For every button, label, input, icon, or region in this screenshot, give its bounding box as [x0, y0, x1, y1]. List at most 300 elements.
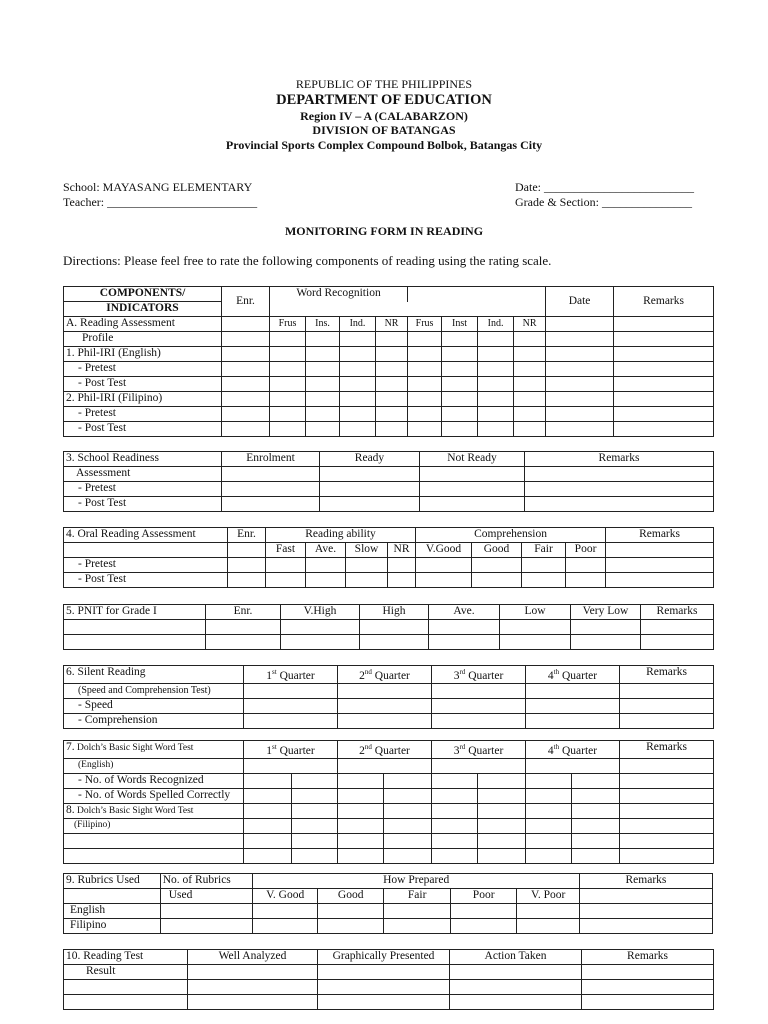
blank-cell: [206, 620, 281, 635]
blank-cell: [244, 803, 292, 818]
blank-cell: [526, 818, 572, 833]
blank-cell: [376, 392, 408, 407]
blank-cell: [478, 773, 526, 788]
blank-cell: [340, 377, 376, 392]
blank-cell: [606, 543, 714, 558]
sub-nr: NR: [388, 543, 416, 558]
blank-cell: [546, 362, 614, 377]
blank-cell: [222, 407, 270, 422]
blank-cell: [478, 803, 526, 818]
silent-reading-title: 6. Silent Reading: [64, 666, 244, 684]
blank-cell: [546, 377, 614, 392]
blank-cell: [478, 392, 514, 407]
blank-cell: [442, 377, 478, 392]
blank-cell: [360, 620, 429, 635]
date-line: Date: _________________________: [515, 180, 694, 194]
blank-cell: [228, 543, 266, 558]
sub-good: Good: [472, 543, 522, 558]
sub-poor: Poor: [450, 889, 517, 904]
blank-cell: [338, 683, 432, 698]
row-label: - Pretest: [64, 407, 222, 422]
words-recognized-label: - No. of Words Recognized: [64, 773, 244, 788]
how-prepared-header: How Prepared: [253, 874, 579, 889]
blank-cell: [641, 620, 714, 635]
row-label: 1. Phil-IRI (English): [64, 347, 222, 362]
blank-cell: [320, 497, 420, 512]
blank-cell: [517, 919, 579, 934]
blank-cell: [318, 965, 450, 980]
q4-header: 4th Quarter: [526, 666, 620, 684]
blank-cell: [620, 818, 714, 833]
date-header: Date: [546, 287, 614, 317]
blank-cell: [206, 635, 281, 650]
silent-subtitle: (Speed and Comprehension Test): [64, 683, 244, 698]
table-school-readiness: [63, 451, 714, 512]
blank-cell: [606, 558, 714, 573]
blank-cell: [500, 620, 571, 635]
assessment-label: Assessment: [64, 467, 222, 482]
blank-cell: [582, 995, 714, 1010]
blank-cell: [514, 422, 546, 437]
blank-cell: [244, 698, 338, 713]
blank-cell: [566, 573, 606, 588]
blank-cell: [346, 558, 388, 573]
blank-cell: [478, 818, 526, 833]
q2-header: 2nd Quarter: [338, 666, 432, 684]
blank-cell: [432, 818, 478, 833]
row-label: Profile: [64, 332, 222, 347]
blank-cell: [222, 422, 270, 437]
enr-header: Enr.: [206, 605, 281, 620]
table-reading-test-result: [63, 949, 714, 1010]
sub-vpoor: V. Poor: [517, 889, 579, 904]
blank-cell: [582, 965, 714, 980]
remarks-header: Remarks: [614, 287, 714, 317]
blank-cell: [306, 332, 340, 347]
blank-cell: [292, 773, 338, 788]
pnit-title: 5. PNIT for Grade I: [64, 605, 206, 620]
blank-cell: [222, 377, 270, 392]
blank-cell: [432, 698, 526, 713]
sub-good: Good: [317, 889, 384, 904]
blank-cell: [525, 497, 714, 512]
blank-cell: [292, 788, 338, 803]
directions: Directions: Please feel free to rate the following components of reading using the rating scale.: [63, 253, 552, 268]
row-label: 2. Phil-IRI (Filipino): [64, 392, 222, 407]
blank-cell: [340, 392, 376, 407]
school-readiness-title: 3. School Readiness: [64, 452, 222, 467]
blank-cell: [281, 635, 360, 650]
blank-cell: [222, 347, 270, 362]
blank-cell: [408, 362, 442, 377]
blank-cell: [442, 347, 478, 362]
blank-cell: [450, 995, 582, 1010]
ave-header: Ave.: [429, 605, 500, 620]
blank-cell: [432, 848, 478, 863]
blank-cell: [571, 620, 641, 635]
blank-cell: [384, 919, 451, 934]
blank-cell: [270, 422, 306, 437]
blank-cell: [526, 833, 572, 848]
blank-cell: [244, 713, 338, 728]
blank-cell: [160, 919, 253, 934]
blank-cell: [566, 558, 606, 573]
blank-cell: [514, 347, 546, 362]
blank-cell: [244, 758, 338, 773]
blank-cell: [432, 803, 478, 818]
blank-cell: [408, 377, 442, 392]
row-label: A. Reading Assessment: [64, 317, 222, 332]
blank-cell: [614, 377, 714, 392]
blank-cell: [270, 347, 306, 362]
remarks-header: Remarks: [620, 666, 714, 684]
blank-cell: [572, 788, 620, 803]
speed-label: - Speed: [64, 698, 244, 713]
blank-cell: [320, 482, 420, 497]
blank-cell: [270, 377, 306, 392]
blank-cell: [514, 407, 546, 422]
blank-cell: [478, 332, 514, 347]
blank-cell: [376, 422, 408, 437]
blank-cell: [420, 497, 525, 512]
blank-cell: [546, 317, 614, 332]
blank-cell: [525, 482, 714, 497]
blank-cell: [292, 818, 338, 833]
word-recognition-2-header: [408, 287, 546, 302]
blank-cell: [620, 758, 714, 773]
blank-cell: [429, 620, 500, 635]
blank-cell: [281, 620, 360, 635]
grade-section-line: Grade & Section: _______________: [515, 195, 692, 209]
blank-cell: [614, 332, 714, 347]
blank-cell: [478, 362, 514, 377]
blank-cell: [376, 377, 408, 392]
blank-cell: [338, 803, 384, 818]
blank-cell: [222, 467, 320, 482]
blank-cell: [244, 833, 292, 848]
blank-cell: [338, 788, 384, 803]
blank-cell: [620, 713, 714, 728]
graphically-presented-header: Graphically Presented: [318, 950, 450, 965]
table-rubrics: [63, 873, 713, 934]
blank-cell: [318, 980, 450, 995]
blank-cell: [340, 362, 376, 377]
blank-cell: [416, 573, 472, 588]
blank-cell: [442, 407, 478, 422]
remarks-header: Remarks: [641, 605, 714, 620]
sub-vgood: V.Good: [416, 543, 472, 558]
table-oral-reading: [63, 527, 714, 588]
blank-cell: [571, 635, 641, 650]
enr-header: Enr.: [222, 287, 270, 317]
blank-cell: [606, 573, 714, 588]
blank-cell: [270, 407, 306, 422]
sub-fast: Fast: [266, 543, 306, 558]
table-reading-assessment: [63, 286, 714, 437]
blank-cell: [222, 392, 270, 407]
blank-cell: [546, 332, 614, 347]
blank-cell: [408, 422, 442, 437]
blank-cell: [514, 332, 546, 347]
blank-cell: [338, 698, 432, 713]
enr-header: Enr.: [228, 528, 266, 543]
blank-cell: [614, 392, 714, 407]
q1-header: 1st Quarter: [244, 666, 338, 684]
blank-cell: [388, 573, 416, 588]
blank-cell: [270, 332, 306, 347]
remarks-header: Remarks: [579, 874, 712, 889]
sub-vgood: V. Good: [253, 889, 317, 904]
blank-cell: [526, 758, 620, 773]
q3-header: 3rd Quarter: [432, 666, 526, 684]
remarks-header: Remarks: [620, 741, 714, 759]
result-label: Result: [64, 965, 188, 980]
q4-header: 4th Quarter: [526, 741, 620, 759]
no-rubrics-header: No. of Rubrics: [160, 874, 253, 889]
blank-cell: [338, 773, 384, 788]
words-spelled-label: - No. of Words Spelled Correctly: [64, 788, 244, 803]
blank-cell: [270, 392, 306, 407]
blank-cell: [340, 332, 376, 347]
blank-cell: [450, 904, 517, 919]
blank-cell: [292, 848, 338, 863]
english-label: (English): [64, 758, 244, 773]
blank-cell: [526, 713, 620, 728]
rubrics-title: 9. Rubrics Used: [64, 874, 161, 889]
posttest-label: - Post Test: [64, 573, 228, 588]
blank-cell: [188, 980, 318, 995]
ready-header: Ready: [320, 452, 420, 467]
blank-cell: [64, 833, 244, 848]
blank-cell: [384, 833, 432, 848]
vhigh-header: V.High: [281, 605, 360, 620]
blank-cell: [222, 362, 270, 377]
blank-cell: [306, 558, 346, 573]
header-address: Provincial Sports Complex Compound Bolbok, Batangas City: [225, 138, 543, 152]
blank-cell: [270, 362, 306, 377]
blank-cell: [384, 788, 432, 803]
blank-cell: [517, 904, 579, 919]
blank-cell: [64, 848, 244, 863]
blank-cell: [525, 467, 714, 482]
blank-cell: [222, 497, 320, 512]
remarks-header: Remarks: [525, 452, 714, 467]
blank-cell: [266, 573, 306, 588]
blank-cell: [620, 848, 714, 863]
blank-cell: [244, 773, 292, 788]
blank-cell: [546, 407, 614, 422]
blank-cell: [306, 573, 346, 588]
blank-cell: [306, 362, 340, 377]
blank-cell: [514, 362, 546, 377]
blank-cell: [526, 683, 620, 698]
blank-cell: [442, 332, 478, 347]
q3-header: 3rd Quarter: [432, 741, 526, 759]
reading-ability-header: Reading ability: [266, 528, 416, 543]
english-label: English: [64, 904, 161, 919]
blank-cell: [572, 848, 620, 863]
blank-cell: [244, 848, 292, 863]
q1-header: 1st Quarter: [244, 741, 338, 759]
word-recognition-header: Word Recognition: [270, 287, 408, 302]
blank-cell: [408, 347, 442, 362]
blank-cell: [500, 635, 571, 650]
blank-cell: [64, 995, 188, 1010]
row-label: - Post Test: [64, 377, 222, 392]
blank-cell: [442, 362, 478, 377]
sub-ave: Ave.: [306, 543, 346, 558]
table-silent-reading: [63, 665, 714, 729]
blank-cell: [620, 833, 714, 848]
blank-cell: [620, 803, 714, 818]
blank-cell: [292, 803, 338, 818]
blank-cell: [388, 558, 416, 573]
blank-cell: [572, 833, 620, 848]
blank-cell: [340, 422, 376, 437]
sub-poor: Poor: [566, 543, 606, 558]
spacer-cell: [270, 302, 546, 317]
blank-cell: [432, 773, 478, 788]
blank-cell: [514, 377, 546, 392]
sub-fair: Fair: [384, 889, 451, 904]
blank-cell: [306, 377, 340, 392]
blank-cell: [306, 392, 340, 407]
blank-cell: [338, 848, 384, 863]
blank-cell: [478, 848, 526, 863]
blank-cell: [429, 635, 500, 650]
blank-cell: [416, 558, 472, 573]
blank-cell: [320, 467, 420, 482]
blank-cell: [450, 965, 582, 980]
remarks-header: Remarks: [582, 950, 714, 965]
blank-cell: [222, 317, 270, 332]
sub-ind-2: Ind.: [478, 317, 514, 332]
blank-cell: [253, 919, 317, 934]
blank-cell: [244, 818, 292, 833]
blank-cell: [472, 573, 522, 588]
blank-cell: [384, 818, 432, 833]
blank-cell: [478, 422, 514, 437]
blank-cell: [432, 788, 478, 803]
very-low-header: Very Low: [571, 605, 641, 620]
blank-cell: [526, 698, 620, 713]
blank-cell: [228, 573, 266, 588]
high-header: High: [360, 605, 429, 620]
blank-cell: [384, 904, 451, 919]
school-line: School: MAYASANG ELEMENTARY: [63, 180, 253, 194]
dolch-filipino-title: 8. Dolch’s Basic Sight Word Test: [64, 803, 244, 818]
blank-cell: [376, 407, 408, 422]
sub-ind: Ind.: [340, 317, 376, 332]
sub-slow: Slow: [346, 543, 388, 558]
blank-cell: [376, 362, 408, 377]
row-label: - Post Test: [64, 422, 222, 437]
blank-cell: [546, 422, 614, 437]
sub-frus-2: Frus: [408, 317, 442, 332]
blank-cell: [317, 919, 384, 934]
blank-cell: [450, 919, 517, 934]
blank-cell: [442, 392, 478, 407]
dolch-english-title: 7. Dolch’s Basic Sight Word Test: [64, 741, 244, 759]
blank-cell: [346, 573, 388, 588]
blank-cell: [620, 683, 714, 698]
blank-cell: [306, 347, 340, 362]
blank-cell: [614, 407, 714, 422]
blank-cell: [340, 407, 376, 422]
well-analyzed-header: Well Analyzed: [188, 950, 318, 965]
no-rubrics-used: Used: [160, 889, 253, 904]
sub-fair: Fair: [522, 543, 566, 558]
blank-cell: [64, 635, 206, 650]
blank-cell: [526, 788, 572, 803]
sub-ins: Ins.: [306, 317, 340, 332]
blank-cell: [614, 422, 714, 437]
reading-test-title: 10. Reading Test: [64, 950, 188, 965]
blank-cell: [526, 773, 572, 788]
blank-cell: [546, 392, 614, 407]
indicators-header: INDICATORS: [64, 302, 222, 317]
teacher-line: Teacher: _________________________: [63, 195, 258, 209]
oral-reading-title: 4. Oral Reading Assessment: [64, 528, 228, 543]
blank-cell: [620, 773, 714, 788]
blank-cell: [432, 713, 526, 728]
components-header: COMPONENTS/: [64, 287, 222, 302]
blank-cell: [432, 683, 526, 698]
blank-cell: [641, 635, 714, 650]
blank-cell: [340, 347, 376, 362]
blank-cell: [522, 573, 566, 588]
blank-cell: [338, 713, 432, 728]
blank-cell: [478, 347, 514, 362]
blank-cell: [614, 317, 714, 332]
blank-cell: [222, 332, 270, 347]
blank-cell: [472, 558, 522, 573]
blank-cell: [420, 467, 525, 482]
blank-cell: [228, 558, 266, 573]
blank-cell: [244, 788, 292, 803]
blank-cell: [408, 407, 442, 422]
blank-cell: [432, 758, 526, 773]
comprehension-header: Comprehension: [416, 528, 606, 543]
blank-cell: [318, 995, 450, 1010]
blank-cell: [408, 392, 442, 407]
blank-cell: [253, 904, 317, 919]
blank-cell: [432, 833, 478, 848]
blank-cell: [64, 889, 161, 904]
blank-cell: [384, 803, 432, 818]
table-pnit: [63, 604, 714, 650]
not-ready-header: Not Ready: [420, 452, 525, 467]
blank-cell: [572, 803, 620, 818]
blank-cell: [188, 995, 318, 1010]
blank-cell: [526, 848, 572, 863]
remarks-header: Remarks: [606, 528, 714, 543]
header-republic: REPUBLIC OF THE PHILIPPINES: [295, 77, 473, 91]
blank-cell: [408, 332, 442, 347]
table-dolch: [63, 740, 714, 864]
blank-cell: [450, 980, 582, 995]
blank-cell: [222, 482, 320, 497]
row-label: - Pretest: [64, 362, 222, 377]
blank-cell: [442, 422, 478, 437]
blank-cell: [376, 347, 408, 362]
filipino-label: Filipino: [64, 919, 161, 934]
enrolment-header: Enrolment: [222, 452, 320, 467]
blank-cell: [582, 980, 714, 995]
blank-cell: [620, 698, 714, 713]
blank-cell: [579, 919, 712, 934]
blank-cell: [306, 407, 340, 422]
